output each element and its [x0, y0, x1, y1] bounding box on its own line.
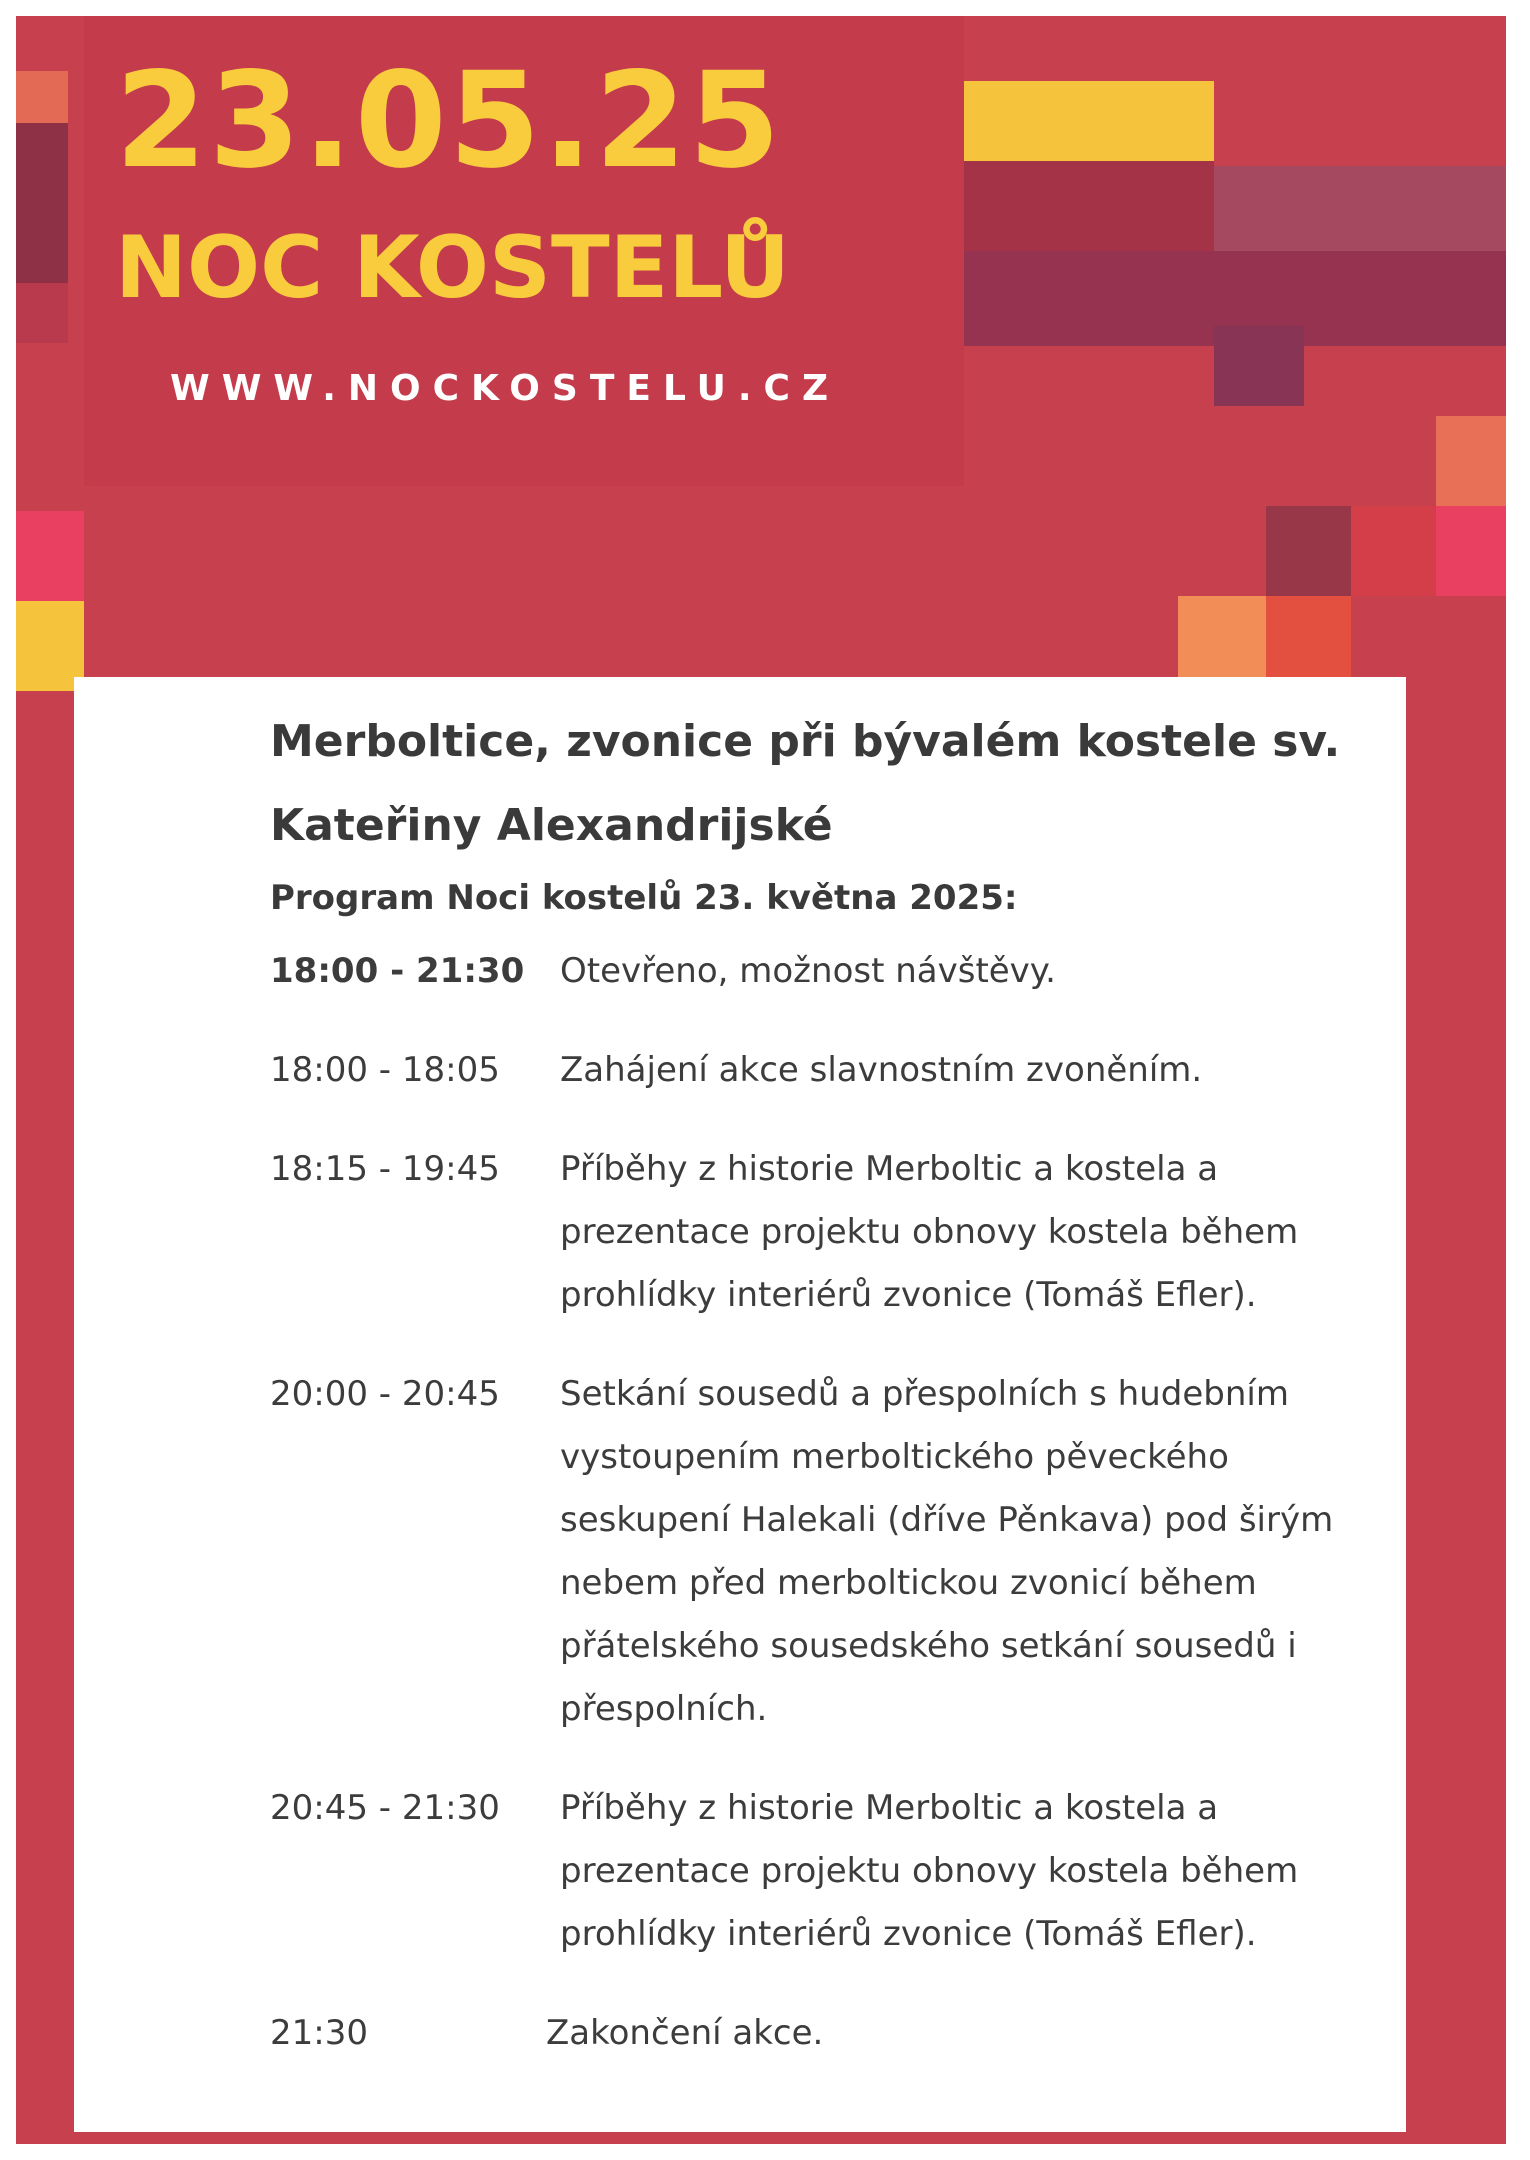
schedule-row	[270, 1138, 1390, 1327]
program-subtitle: Program Noci kostelů 23. května 2025:	[270, 878, 1018, 918]
page-title: Merboltice, zvonice při bývalém kostele sv. Kateřiny Alexandrijské	[270, 716, 1341, 851]
schedule-time: 18:00 - 21:30	[270, 951, 525, 991]
decor-square	[1351, 506, 1436, 596]
schedule-time: 20:00 - 20:45	[270, 1374, 500, 1414]
decor-square	[16, 283, 68, 343]
decor-square	[1266, 506, 1351, 596]
event-website: WWW.NOCKOSTELU.CZ	[170, 368, 841, 409]
decor-square	[1214, 326, 1304, 406]
schedule-description: Zahájení akce slavnostním zvoněním.	[560, 1050, 1203, 1090]
schedule-description: Otevřeno, možnost návštěvy.	[560, 951, 1056, 991]
event-name: NOC KOSTELŮ	[115, 218, 790, 318]
decor-square	[964, 81, 1214, 161]
schedule-row	[270, 1039, 1390, 1102]
schedule-description: Příběhy z historie Merboltic a kostela a prezentace projektu obnovy kostela během prohlídky interiérů zvonice (Tomáš Efler).	[560, 1149, 1299, 1315]
program-content	[270, 700, 1390, 2101]
schedule-time: 18:00 - 18:05	[270, 1050, 500, 1090]
schedule-description: Zakončení akce.	[546, 2013, 824, 2053]
decor-square	[964, 161, 1214, 251]
decor-square	[1436, 506, 1506, 596]
schedule-row	[270, 2002, 1390, 2065]
decor-square	[1214, 166, 1506, 251]
schedule-description: Setkání sousedů a přespolních s hudebním vystoupením merboltického pěveckého seskupení Halekali (dříve Pěnkava) pod širým nebem před merboltickou zvonicí během přátelského sousedského setkání sousedů i přespolních.	[560, 1374, 1334, 1729]
schedule-row	[270, 940, 1390, 1003]
schedule-time: 21:30	[270, 2013, 368, 2053]
decor-square	[16, 511, 84, 601]
decor-square	[16, 71, 68, 123]
decor-square	[1436, 416, 1506, 506]
event-date: 23.05.25	[115, 44, 783, 198]
schedule-description: Příběhy z historie Merboltic a kostela a prezentace projektu obnovy kostela během prohlídky interiérů zvonice (Tomáš Efler).	[560, 1788, 1299, 1954]
decor-square	[16, 123, 68, 283]
schedule-time: 20:45 - 21:30	[270, 1788, 500, 1828]
schedule-row	[270, 1777, 1390, 1966]
schedule-row	[270, 1363, 1390, 1741]
schedule-time: 18:15 - 19:45	[270, 1149, 500, 1189]
